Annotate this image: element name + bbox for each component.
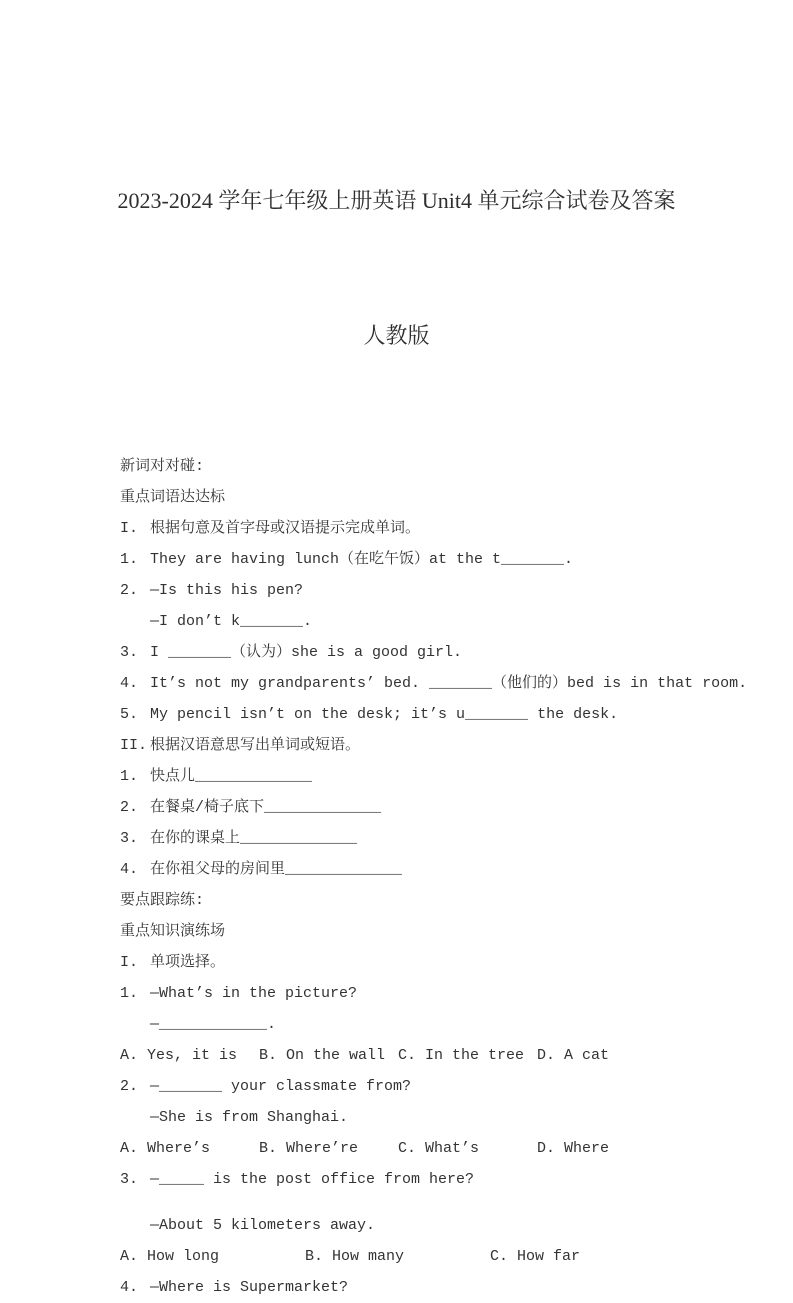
question-line <box>120 668 753 699</box>
option-text: A cat <box>564 1047 610 1064</box>
line-text: 快点儿_____________ <box>150 768 313 785</box>
section-heading <box>120 513 753 544</box>
option-a <box>120 1241 305 1272</box>
line-text: 在你祖父母的房间里_____________ <box>150 861 403 878</box>
question-line <box>120 854 753 885</box>
line-text: I _______（认为）she is a good girl. <box>150 644 463 661</box>
line-text: 单项选择。 <box>150 954 226 971</box>
line-text: —About 5 kilometers away. <box>150 1217 376 1234</box>
option-row <box>120 1241 753 1272</box>
option-row <box>120 1040 753 1071</box>
option-a <box>120 1040 259 1071</box>
item-number: 1. <box>120 768 139 785</box>
question-line <box>120 1164 753 1195</box>
item-number: 4. <box>120 1279 139 1296</box>
line-text: 重点词语达达标 <box>120 489 226 506</box>
option-text: How long <box>147 1248 220 1265</box>
option-c <box>398 1133 537 1164</box>
item-number: 4. <box>120 675 139 692</box>
item-number: 3. <box>120 644 139 661</box>
question-line <box>120 1071 753 1102</box>
document-title <box>0 0 793 448</box>
item-number: 4. <box>120 861 139 878</box>
document-title-line2: 人教版 <box>363 323 430 348</box>
question-line <box>120 761 753 792</box>
question-line <box>120 637 753 668</box>
option-b <box>305 1241 490 1272</box>
line-text: 在餐桌/椅子底下_____________ <box>150 799 382 816</box>
line-text: —What’s in the picture? <box>150 985 358 1002</box>
line-text: —Is this his pen? <box>150 582 304 599</box>
item-number: 2. <box>120 799 139 816</box>
option-row <box>120 1133 753 1164</box>
line-text: —_______ your classmate from? <box>150 1078 412 1095</box>
option-b <box>259 1040 398 1071</box>
question-line <box>120 544 753 575</box>
section-heading <box>120 730 753 761</box>
section-label <box>120 916 753 947</box>
document-title-line1: 2023-2024 学年七年级上册英语 Unit4 单元综合试卷及答案 <box>117 188 676 213</box>
section-label <box>120 451 753 482</box>
line-text: 要点跟踪练: <box>120 892 205 909</box>
option-label: D. <box>537 1047 556 1064</box>
option-text: Yes, it is <box>147 1047 238 1064</box>
question-line <box>120 792 753 823</box>
item-number: 1. <box>120 985 139 1002</box>
item-number: 5. <box>120 706 139 723</box>
line-text: —_____ is the post office from here? <box>150 1171 475 1188</box>
item-number: I. <box>120 520 139 537</box>
line-text: My pencil isn’t on the desk; it’s u_______ the desk. <box>150 706 619 723</box>
answer-line <box>120 1102 753 1133</box>
line-text: 根据句意及首字母或汉语提示完成单词。 <box>150 520 421 537</box>
item-number: 2. <box>120 1078 139 1095</box>
section-label <box>120 482 753 513</box>
option-label: B. <box>259 1140 278 1157</box>
question-line <box>120 978 753 1009</box>
answer-line <box>120 1009 753 1040</box>
line-text: They are having lunch（在吃午饭）at the t_______. <box>150 551 574 568</box>
option-a <box>120 1133 259 1164</box>
line-text: —I don’t k_______. <box>150 613 313 630</box>
line-text: 新词对对碰: <box>120 458 205 475</box>
section-heading <box>120 947 753 978</box>
option-label: A. <box>120 1140 139 1157</box>
line-text: —____________. <box>150 1016 277 1033</box>
item-number: 3. <box>120 830 139 847</box>
answer-line <box>120 1210 753 1241</box>
option-text: Where’s <box>147 1140 211 1157</box>
option-c <box>398 1040 537 1071</box>
line-text: It’s not my grandparents’ bed. _______（他们的）bed is in that room. <box>150 675 748 692</box>
line-text: 根据汉语意思写出单词或短语。 <box>150 737 361 754</box>
option-text: Where’re <box>286 1140 359 1157</box>
option-label: C. <box>398 1140 417 1157</box>
option-d <box>537 1133 609 1164</box>
option-text: In the tree <box>425 1047 525 1064</box>
item-number: 3. <box>120 1171 139 1188</box>
option-label: A. <box>120 1047 139 1064</box>
option-label: B. <box>259 1047 278 1064</box>
question-line <box>120 823 753 854</box>
line-text: —She is from Shanghai. <box>150 1109 349 1126</box>
item-number: I. <box>120 954 139 971</box>
line-text: 在你的课桌上_____________ <box>150 830 358 847</box>
item-number: II. <box>120 737 148 754</box>
option-d <box>537 1040 609 1071</box>
line-text: 重点知识演练场 <box>120 923 226 940</box>
option-label: A. <box>120 1248 139 1265</box>
option-text: How far <box>517 1248 581 1265</box>
question-line <box>120 699 753 730</box>
item-number: 1. <box>120 551 139 568</box>
question-line <box>120 575 753 606</box>
option-label: C. <box>490 1248 509 1265</box>
option-c <box>490 1241 580 1272</box>
item-number: 2. <box>120 582 139 599</box>
option-label: C. <box>398 1047 417 1064</box>
option-text: Where <box>564 1140 610 1157</box>
document-body <box>120 451 753 1303</box>
question-line <box>120 1272 753 1303</box>
option-label: D. <box>537 1140 556 1157</box>
option-b <box>259 1133 398 1164</box>
option-text: How many <box>332 1248 405 1265</box>
option-text: On the wall <box>286 1047 386 1064</box>
line-text: —Where is Supermarket? <box>150 1279 349 1296</box>
option-text: What’s <box>425 1140 480 1157</box>
section-label <box>120 885 753 916</box>
option-label: B. <box>305 1248 324 1265</box>
answer-line <box>120 606 753 637</box>
